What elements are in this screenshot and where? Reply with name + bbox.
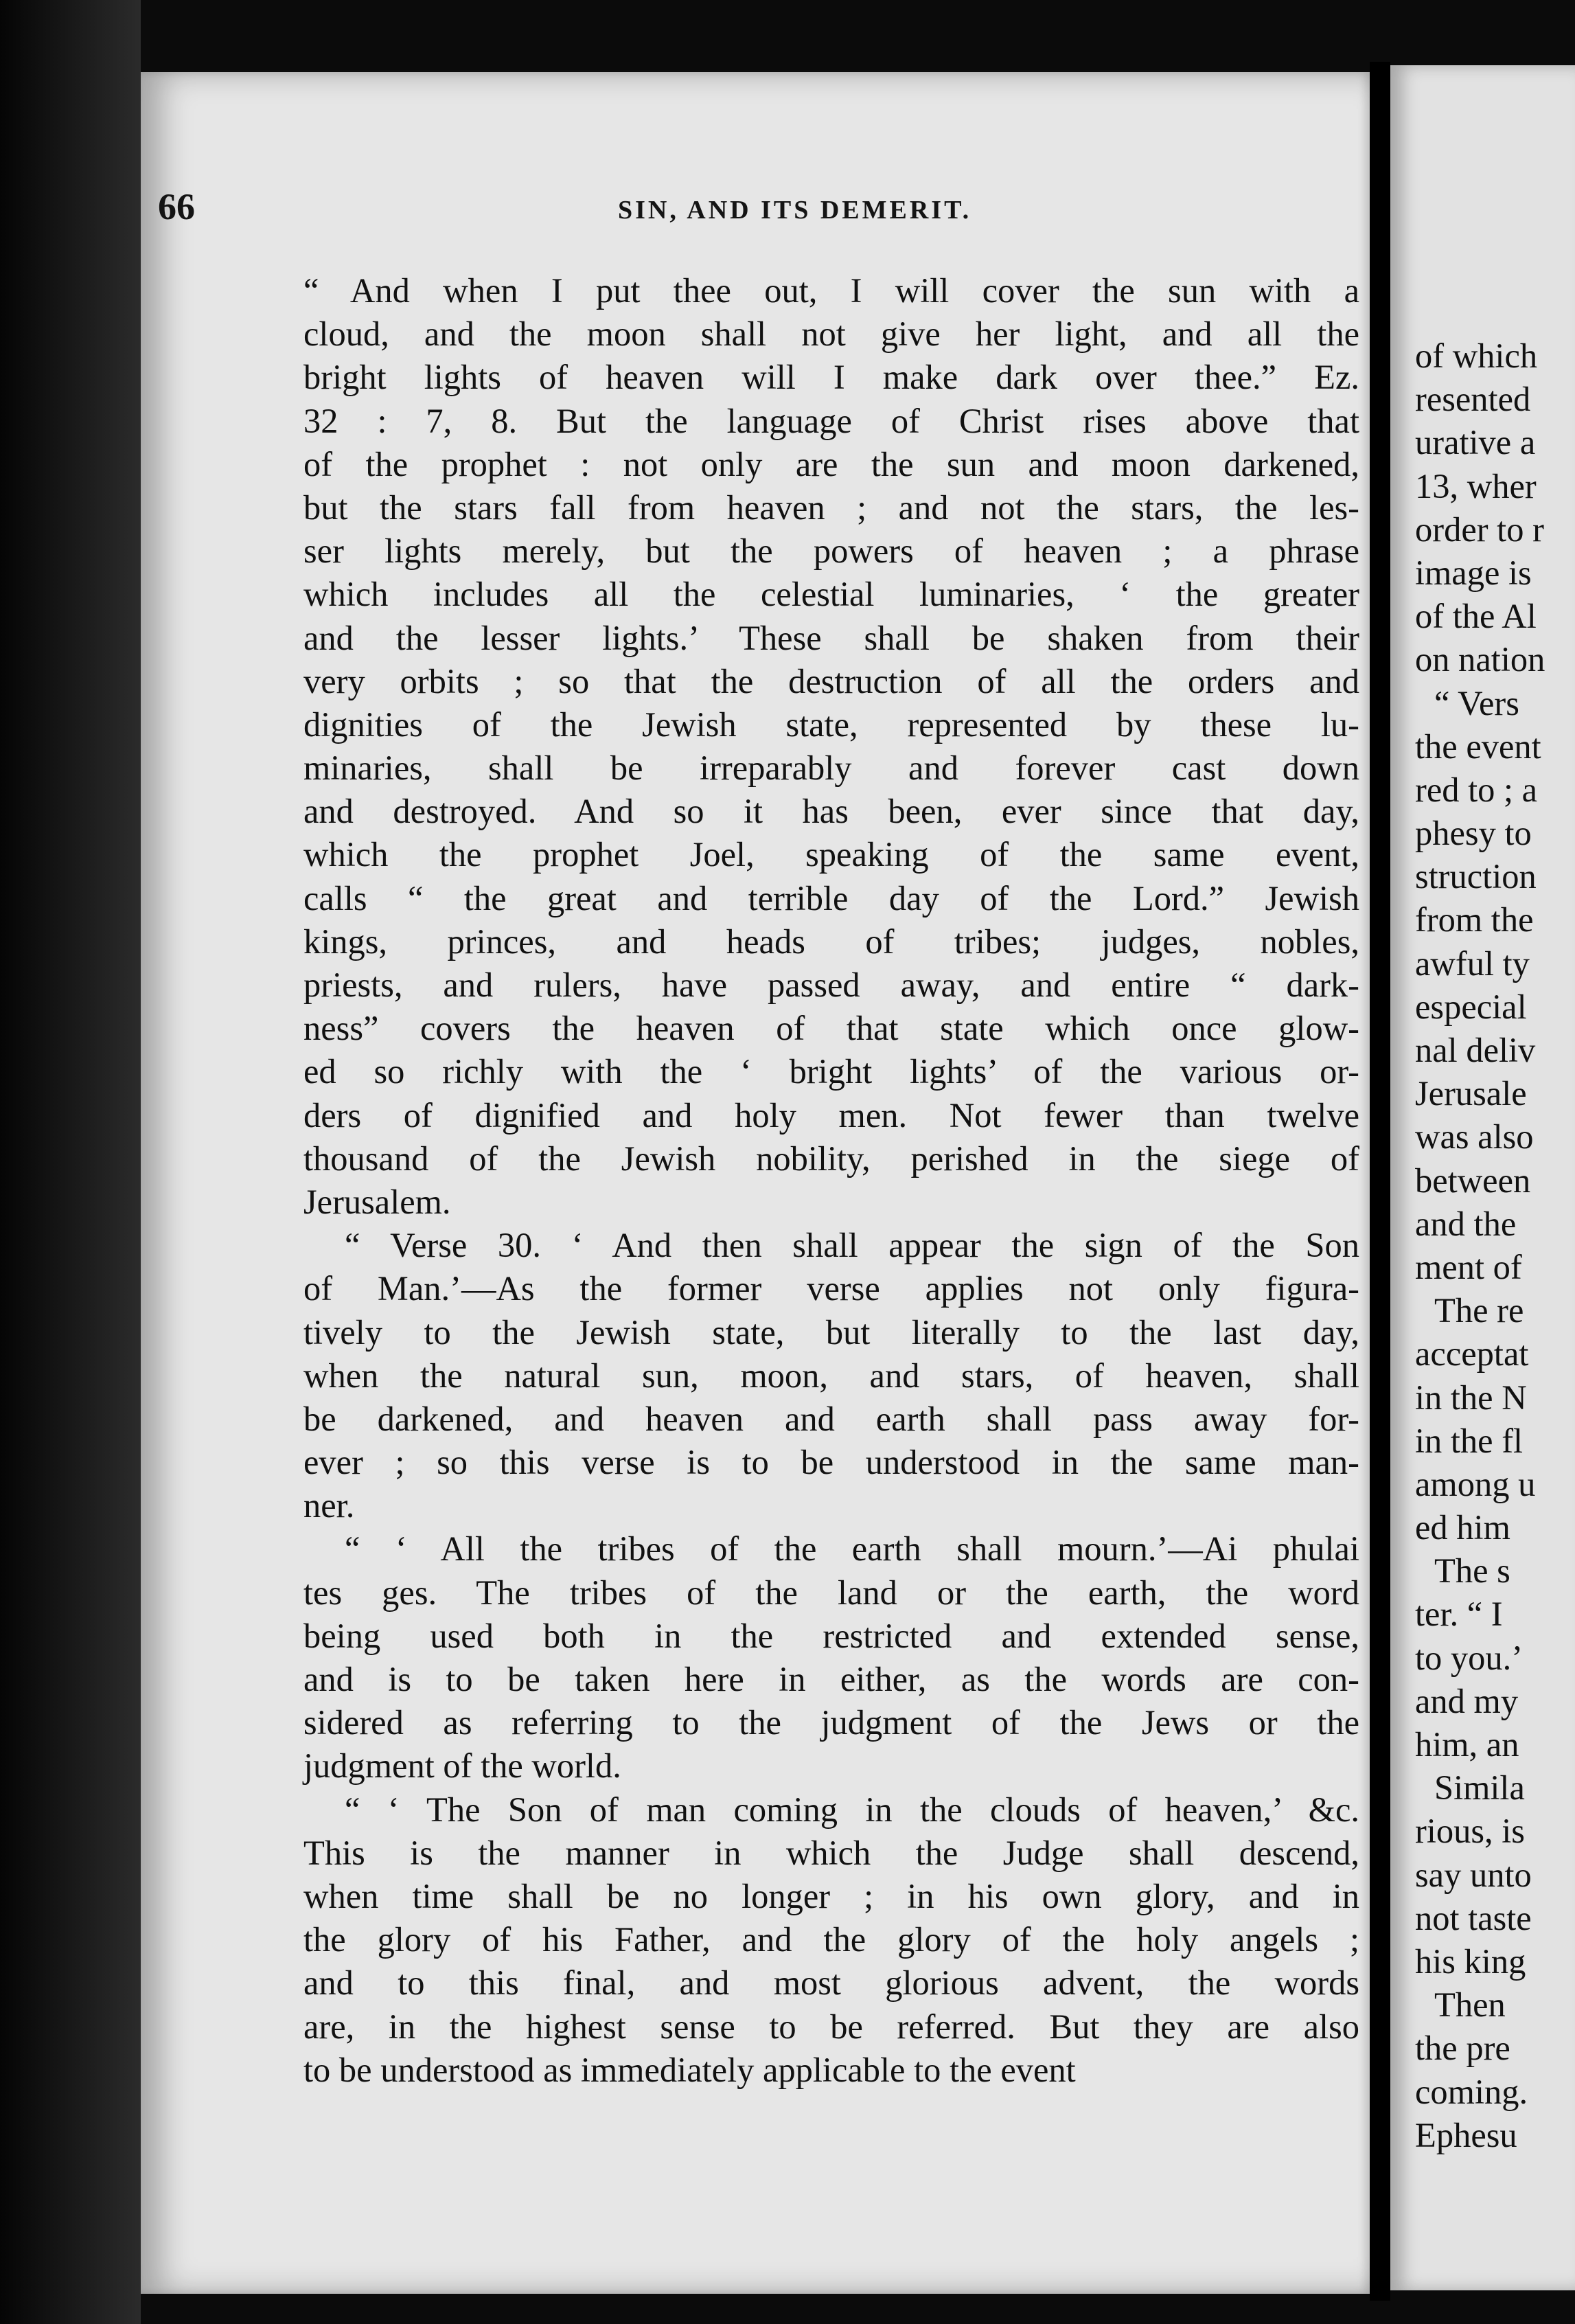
- text-line: and the lesser lights.’ These shall be shaken from their: [303, 618, 1359, 657]
- facing-text-fragment: struction: [1415, 857, 1537, 896]
- facing-text-fragment: ed him: [1415, 1508, 1510, 1547]
- text-line: which includes all the celestial luminaries, ‘ the greater: [303, 575, 1359, 614]
- body-text: [303, 269, 1359, 2092]
- text-line: 32 : 7, 8. But the language of Christ rises above that: [303, 401, 1359, 440]
- facing-text-fragment: urative a: [1415, 423, 1536, 462]
- facing-text-fragment: in the fl: [1415, 1421, 1524, 1460]
- text-line: ed so richly with the ‘ bright lights’ of the various or-: [303, 1052, 1359, 1091]
- text-line: judgment of the world.: [303, 1746, 621, 1786]
- text-line: “ Verse 30. ‘ And then shall appear the sign of the Son: [345, 1226, 1359, 1265]
- facing-text-fragment: the pre: [1415, 2029, 1510, 2068]
- text-line: to be understood as immediately applicable to the event: [303, 2050, 1076, 2089]
- facing-text-fragment: ment of: [1415, 1247, 1522, 1286]
- text-line: being used both in the restricted and extended sense,: [303, 1616, 1359, 1655]
- facing-text-fragment: among u: [1415, 1464, 1536, 1503]
- book-binding-shadow: [0, 0, 141, 2324]
- text-line: of Man.’—As the former verse applies not only figura-: [303, 1269, 1359, 1308]
- text-line: ders of dignified and holy men. Not fewer than twelve: [303, 1095, 1359, 1135]
- facing-text-fragment: awful ty: [1415, 944, 1530, 983]
- text-line: priests, and rulers, have passed away, and entire “ dark-: [303, 966, 1359, 1004]
- facing-text-fragment: not taste: [1415, 1898, 1532, 1937]
- text-line: ness” covers the heaven of that state which once glow-: [303, 1009, 1359, 1048]
- facing-page-text: [1415, 334, 1575, 2157]
- page-gutter: [1370, 62, 1390, 2301]
- page-header: [158, 185, 1359, 240]
- text-line: ser lights merely, but the powers of heaven ; a phrase: [303, 532, 1359, 571]
- text-line: “ ‘ The Son of man coming in the clouds of heaven,’ &c.: [345, 1790, 1359, 1829]
- text-line: and is to be taken here in either, as the words are con-: [303, 1660, 1359, 1698]
- text-line: and destroyed. And so it has been, ever since that day,: [303, 792, 1359, 831]
- facing-text-fragment: acceptat: [1415, 1334, 1529, 1374]
- text-line: thousand of the Jewish nobility, perished in the siege of: [303, 1139, 1359, 1178]
- text-line: dignities of the Jewish state, represented by these lu-: [303, 705, 1359, 744]
- facing-text-fragment: between: [1415, 1161, 1531, 1200]
- text-line: and to this final, and most glorious advent, the words: [303, 1963, 1359, 2003]
- facing-text-fragment: his king: [1415, 1941, 1526, 1981]
- text-line: but the stars fall from heaven ; and not the stars, the les-: [303, 488, 1359, 527]
- text-line: calls “ the great and terrible day of the Lord.” Jewish: [303, 878, 1359, 918]
- text-line: sidered as referring to the judgment of the Jews or the: [303, 1703, 1359, 1742]
- facing-text-fragment: to you.’: [1415, 1638, 1524, 1677]
- facing-text-fragment: resented: [1415, 380, 1531, 419]
- page-number: 66: [158, 186, 195, 227]
- facing-text-fragment: Ephesu: [1415, 2115, 1517, 2154]
- text-line: ever ; so this verse is to be understood in the same man-: [303, 1443, 1359, 1482]
- text-line: the glory of his Father, and the glory of the holy angels ;: [303, 1920, 1359, 1959]
- facing-text-fragment: on nation: [1415, 640, 1545, 679]
- text-line: kings, princes, and heads of tribes; judges, nobles,: [303, 922, 1359, 961]
- text-line: “ And when I put thee out, I will cover the sun with a: [303, 271, 1359, 310]
- facing-text-fragment: of which: [1415, 337, 1538, 375]
- text-line: ner.: [303, 1486, 355, 1525]
- facing-text-fragment: order to r: [1415, 510, 1544, 549]
- text-line: tively to the Jewish state, but literally to the last day,: [303, 1312, 1359, 1352]
- text-line: when the natural sun, moon, and stars, of heaven, shall: [303, 1356, 1359, 1395]
- facing-text-fragment: ter. “ I: [1415, 1595, 1503, 1634]
- text-line: be darkened, and heaven and earth shall pass away for-: [303, 1399, 1359, 1438]
- text-line: bright lights of heaven will I make dark over thee.” Ez.: [303, 358, 1359, 397]
- facing-text-fragment: in the N: [1415, 1378, 1527, 1417]
- text-line: tes ges. The tribes of the land or the earth, the word: [303, 1573, 1359, 1612]
- text-line: minaries, shall be irreparably and forever cast down: [303, 749, 1359, 788]
- facing-text-fragment: rious, is: [1415, 1812, 1525, 1851]
- facing-text-fragment: was also: [1415, 1117, 1534, 1157]
- facing-text-fragment: and my: [1415, 1681, 1519, 1720]
- facing-text-fragment: The re: [1434, 1291, 1524, 1330]
- text-line: “ ‘ All the tribes of the earth shall mourn.’—Ai phulai: [345, 1529, 1359, 1569]
- facing-text-fragment: especial: [1415, 987, 1527, 1026]
- text-line: This is the manner in which the Judge shall descend,: [303, 1833, 1359, 1872]
- facing-text-fragment: “ Vers: [1434, 683, 1519, 722]
- facing-text-fragment: Then: [1434, 1985, 1506, 2025]
- facing-text-fragment: Jerusale: [1415, 1074, 1527, 1113]
- text-line: which the prophet Joel, speaking of the same event,: [303, 835, 1359, 874]
- facing-text-fragment: nal deliv: [1415, 1031, 1536, 1069]
- facing-text-fragment: him, an: [1415, 1725, 1519, 1764]
- text-line: when time shall be no longer ; in his own glory, and in: [303, 1876, 1359, 1915]
- facing-text-fragment: coming.: [1415, 2072, 1528, 2111]
- facing-text-fragment: of the Al: [1415, 597, 1537, 636]
- text-line: Jerusalem.: [303, 1182, 451, 1221]
- facing-text-fragment: say unto: [1415, 1855, 1532, 1894]
- facing-text-fragment: phesy to: [1415, 814, 1532, 853]
- text-line: are, in the highest sense to be referred. But they are also: [303, 2007, 1359, 2046]
- text-line: very orbits ; so that the destruction of all the orders and: [303, 661, 1359, 700]
- text-line: cloud, and the moon shall not give her light, and all the: [303, 315, 1359, 354]
- facing-text-fragment: Simila: [1434, 1768, 1525, 1808]
- facing-text-fragment: red to ; a: [1415, 770, 1538, 809]
- facing-text-fragment: 13, wher: [1415, 466, 1537, 505]
- facing-text-fragment: the event: [1415, 727, 1541, 766]
- facing-text-fragment: The s: [1434, 1551, 1510, 1591]
- text-line: of the prophet : not only are the sun and moon darkened,: [303, 444, 1359, 483]
- facing-text-fragment: image is: [1415, 553, 1532, 592]
- facing-text-fragment: and the: [1415, 1204, 1517, 1243]
- right-page: [1390, 65, 1575, 2290]
- facing-text-fragment: from the: [1415, 900, 1534, 939]
- running-title: SIN, AND ITS DEMERIT.: [618, 196, 972, 225]
